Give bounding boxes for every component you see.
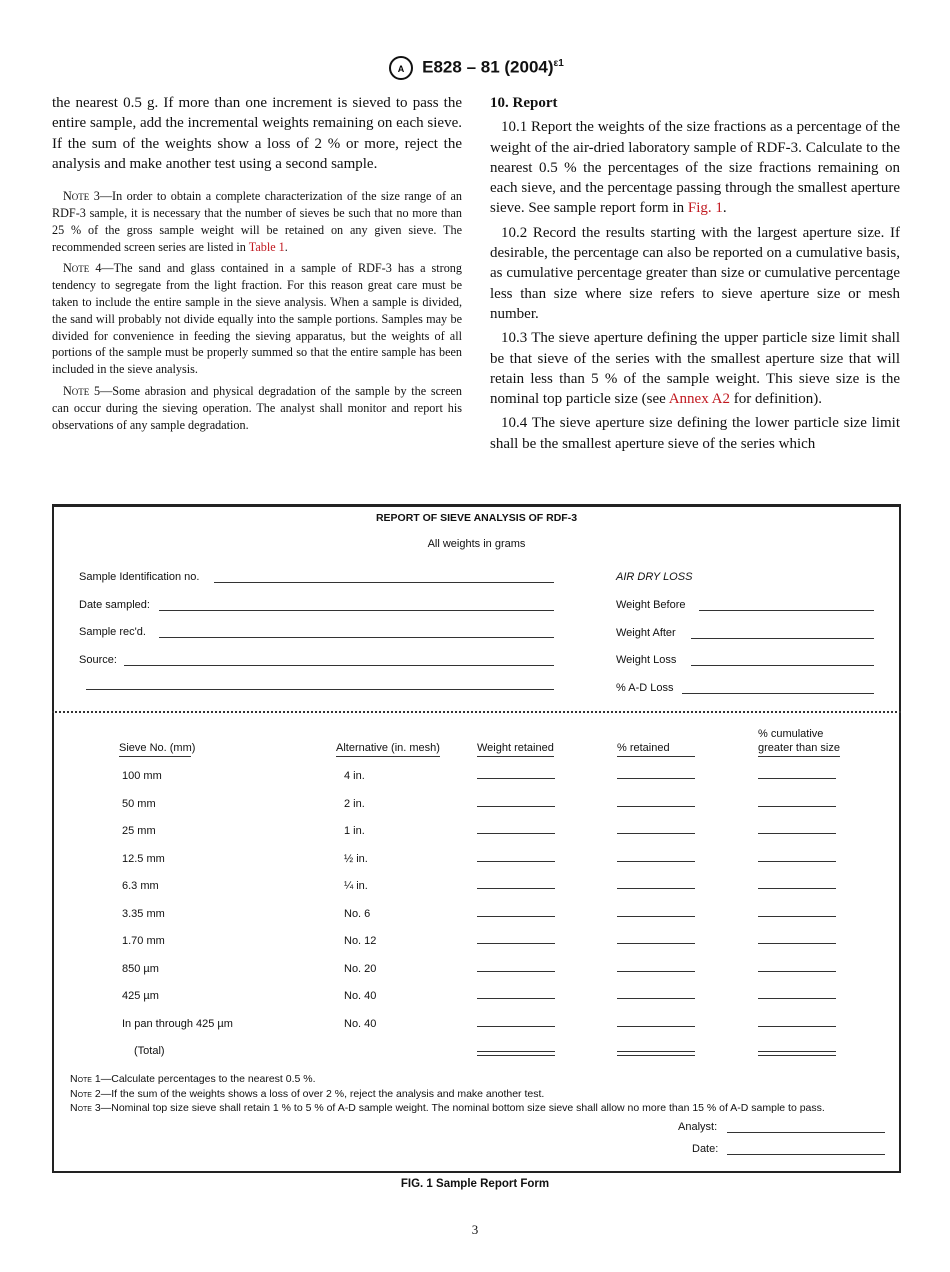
sieve-size: 25 mm <box>122 825 156 837</box>
left-field-input[interactable] <box>159 610 554 611</box>
sieve-size: 50 mm <box>122 797 156 810</box>
alternative-mesh: ¼ in. <box>344 880 368 892</box>
right-field-label: Weight After <box>616 626 676 639</box>
row-entry-line[interactable] <box>758 861 836 862</box>
col-sieve: Sieve No. (mm) <box>119 742 191 757</box>
right-field-input[interactable] <box>691 638 874 639</box>
note-text: 3—Nominal top size sieve shall retain 1 % to 5 % of A-D sample weight. The nominal bottom size sieve shall allow no more than 15 % of A-D sample to pass. <box>91 1102 825 1114</box>
form-note <box>70 1102 825 1114</box>
total-weight-line[interactable] <box>477 1051 555 1056</box>
row-entry-line[interactable] <box>617 998 695 999</box>
row-entry-line[interactable] <box>617 806 695 807</box>
alternative-mesh: No. 40 <box>344 990 377 1002</box>
alternative-mesh: 1 in. <box>344 825 365 837</box>
row-entry-line[interactable] <box>758 971 836 972</box>
alternative-mesh: 2 in. <box>344 797 365 810</box>
right-field-input[interactable] <box>682 693 874 694</box>
row-entry-line[interactable] <box>617 888 695 889</box>
left-field-label: Date sampled: <box>79 598 150 611</box>
right-field-label: % A-D Loss <box>616 681 674 694</box>
total-pct-line[interactable] <box>617 1051 695 1056</box>
fig-1-link[interactable]: Fig. 1 <box>687 200 723 217</box>
date-label: Date: <box>692 1143 719 1155</box>
right-column <box>490 93 900 454</box>
col-alternative: Alternative (in. mesh) <box>336 742 440 757</box>
row-entry-line[interactable] <box>477 861 555 862</box>
alternative-mesh: No. 6 <box>344 907 371 920</box>
paragraph-10-4: 10.4 The sieve aperture size defining the lower particle size limit shall be the smallest aperture sieve of the series which <box>490 415 900 452</box>
row-entry-line[interactable] <box>617 861 695 862</box>
note-text: 2—If the sum of the weights shows a loss of over 2 %, reject the analysis and make another test. <box>91 1087 545 1100</box>
row-entry-line[interactable] <box>477 833 555 834</box>
right-field-label: Weight Before <box>616 599 686 611</box>
note-4: Note 4—The sand and glass contained in a sample of RDF-3 has a strong tendency to segregate from the light fraction. For this reason great care must be taken to include the entire sample in the sieve analysis. When a sample is divided, the sand will probably not divide equally into the sample portions. Samples may be divided for convenience in feeding the sieving apparatus, but the weights of all portions of the sample must be properly summed so that the entire sample has been included in the sieve analysis. <box>52 261 462 377</box>
right-field-input[interactable] <box>699 610 874 611</box>
alternative-mesh: No. 12 <box>344 935 377 947</box>
alternative-mesh: No. 20 <box>344 962 377 975</box>
left-field-input[interactable] <box>159 637 554 638</box>
annex-a2-link[interactable]: Annex A2 <box>668 391 730 408</box>
row-entry-line[interactable] <box>617 1026 695 1027</box>
left-column <box>52 93 462 433</box>
row-entry-line[interactable] <box>477 1026 555 1027</box>
row-entry-line[interactable] <box>758 943 836 944</box>
col-cumulative-2: greater than size <box>758 742 840 757</box>
paragraph: the nearest 0.5 g. If more than one increment is sieved to pass the entire sample, add the incremental weights remaining on each sieve. If the sum of the weights show a loss of 2 % or more, reject the analysis and make another test using a second sample. <box>52 95 462 172</box>
row-entry-line[interactable] <box>758 778 836 779</box>
note-label: Note <box>70 1073 92 1085</box>
analyst-label: Analyst: <box>678 1121 718 1133</box>
alternative-mesh: 4 in. <box>344 770 365 782</box>
svg-text:A: A <box>397 64 405 74</box>
row-entry-line[interactable] <box>758 1026 836 1027</box>
epsilon: ε1 <box>553 57 564 69</box>
alternative-mesh: ½ in. <box>344 852 368 865</box>
table-1-link[interactable]: Table 1 <box>248 239 285 254</box>
sieve-size: 850 µm <box>122 962 159 975</box>
paragraph-10-2: 10.2 Record the results starting with the largest aperture size. If desirable, the percentage can also be reported on a cumulative basis, as cumulative percentage greater than size or cumulative percentage less than size where size refers to sieve aperture size or mesh number. <box>490 224 900 322</box>
analyst-field[interactable] <box>727 1132 885 1133</box>
left-field-input[interactable] <box>214 582 554 583</box>
note-3: Note 3—In order to obtain a complete characterization of the size range of an RDF-3 sample, it is necessary that the number of sieves be such that no more than 25 % of the gross sample weight will be retained on any given sieve. The recommended screen series are listed in Table 1. <box>52 189 462 254</box>
section-heading: 10. Report <box>490 95 558 111</box>
astm-logo-icon <box>386 56 416 80</box>
designation: E828 – 81 (2004) <box>422 57 554 77</box>
note-5: Note 5—Some abrasion and physical degradation of the sample by the screen can occur during the sieving operation. The analyst shall monitor and report his observations of any sample degradation. <box>52 383 462 432</box>
sieve-size: 425 µm <box>122 990 159 1002</box>
left-field-label: Sample rec'd. <box>79 626 146 638</box>
col-weight-retained: Weight retained <box>477 742 554 757</box>
right-field-input[interactable] <box>691 665 874 666</box>
row-entry-line[interactable] <box>477 943 555 944</box>
row-entry-line[interactable] <box>477 888 555 889</box>
row-entry-line[interactable] <box>758 806 836 807</box>
left-field-label: Source: <box>79 653 117 666</box>
right-field-label: Weight Loss <box>616 654 677 666</box>
extra-field-line[interactable] <box>86 689 554 690</box>
page-number: 3 <box>471 1222 479 1237</box>
row-entry-line[interactable] <box>758 998 836 999</box>
alternative-mesh: No. 40 <box>344 1017 377 1030</box>
row-entry-line[interactable] <box>617 943 695 944</box>
note-label: Note <box>70 1087 92 1100</box>
row-entry-line[interactable] <box>477 806 555 807</box>
page-header <box>0 56 950 80</box>
paragraph-10-3: 10.3 The sieve aperture defining the upper particle size limit shall be that sieve of the series with the smallest aperture size that will retain less than 5 % of the sample weight. This sieve size is the nominal top particle size (see Annex A2 for definition). <box>490 330 900 408</box>
form-subtitle: All weights in grams <box>427 538 526 550</box>
row-entry-line[interactable] <box>617 778 695 779</box>
row-entry-line[interactable] <box>477 971 555 972</box>
cut-line <box>52 711 901 713</box>
left-field-label: Sample Identification no. <box>79 571 200 583</box>
air-dry-loss-title: AIR DRY LOSS <box>616 571 693 583</box>
note-text: 1—Calculate percentages to the nearest 0.5 %. <box>91 1073 316 1085</box>
row-entry-line[interactable] <box>617 971 695 972</box>
date-field[interactable] <box>727 1154 885 1155</box>
row-entry-line[interactable] <box>758 833 836 834</box>
sieve-size: 1.70 mm <box>122 935 165 947</box>
sieve-size: 3.35 mm <box>122 907 165 920</box>
total-cum-line[interactable] <box>758 1051 836 1056</box>
row-entry-line[interactable] <box>617 916 695 917</box>
row-entry-line[interactable] <box>477 998 555 999</box>
form-note <box>70 1088 544 1100</box>
row-entry-line[interactable] <box>477 778 555 779</box>
col-pct-retained: % retained <box>617 742 695 757</box>
form-note <box>70 1073 316 1085</box>
sieve-size: 12.5 mm <box>122 852 165 865</box>
row-entry-line[interactable] <box>477 916 555 917</box>
figure-caption: FIG. 1 Sample Report Form <box>400 1178 550 1190</box>
form-title: REPORT OF SIEVE ANALYSIS OF RDF-3 <box>375 512 578 524</box>
row-entry-line[interactable] <box>617 833 695 834</box>
total-label: (Total) <box>134 1045 165 1057</box>
sample-report-form <box>52 504 901 1173</box>
note-label: Note <box>70 1102 92 1114</box>
row-entry-line[interactable] <box>758 916 836 917</box>
col-cumulative-1: % cumulative <box>758 728 824 740</box>
paragraph-10-1: 10.1 Report the weights of the size fractions as a percentage of the weight of the air-dried laboratory sample of RDF-3. Calculate to the nearest 0.5 % the percentages of the size fractions remaining on each sieve, and the percentage passing through the smallest aperture sieve. See sample report form in Fig. 1. <box>490 119 900 217</box>
sieve-size: 6.3 mm <box>122 880 159 892</box>
left-field-input[interactable] <box>124 665 554 666</box>
sieve-size: In pan through 425 µm <box>122 1017 233 1030</box>
row-entry-line[interactable] <box>758 888 836 889</box>
sieve-size: 100 mm <box>122 770 162 782</box>
